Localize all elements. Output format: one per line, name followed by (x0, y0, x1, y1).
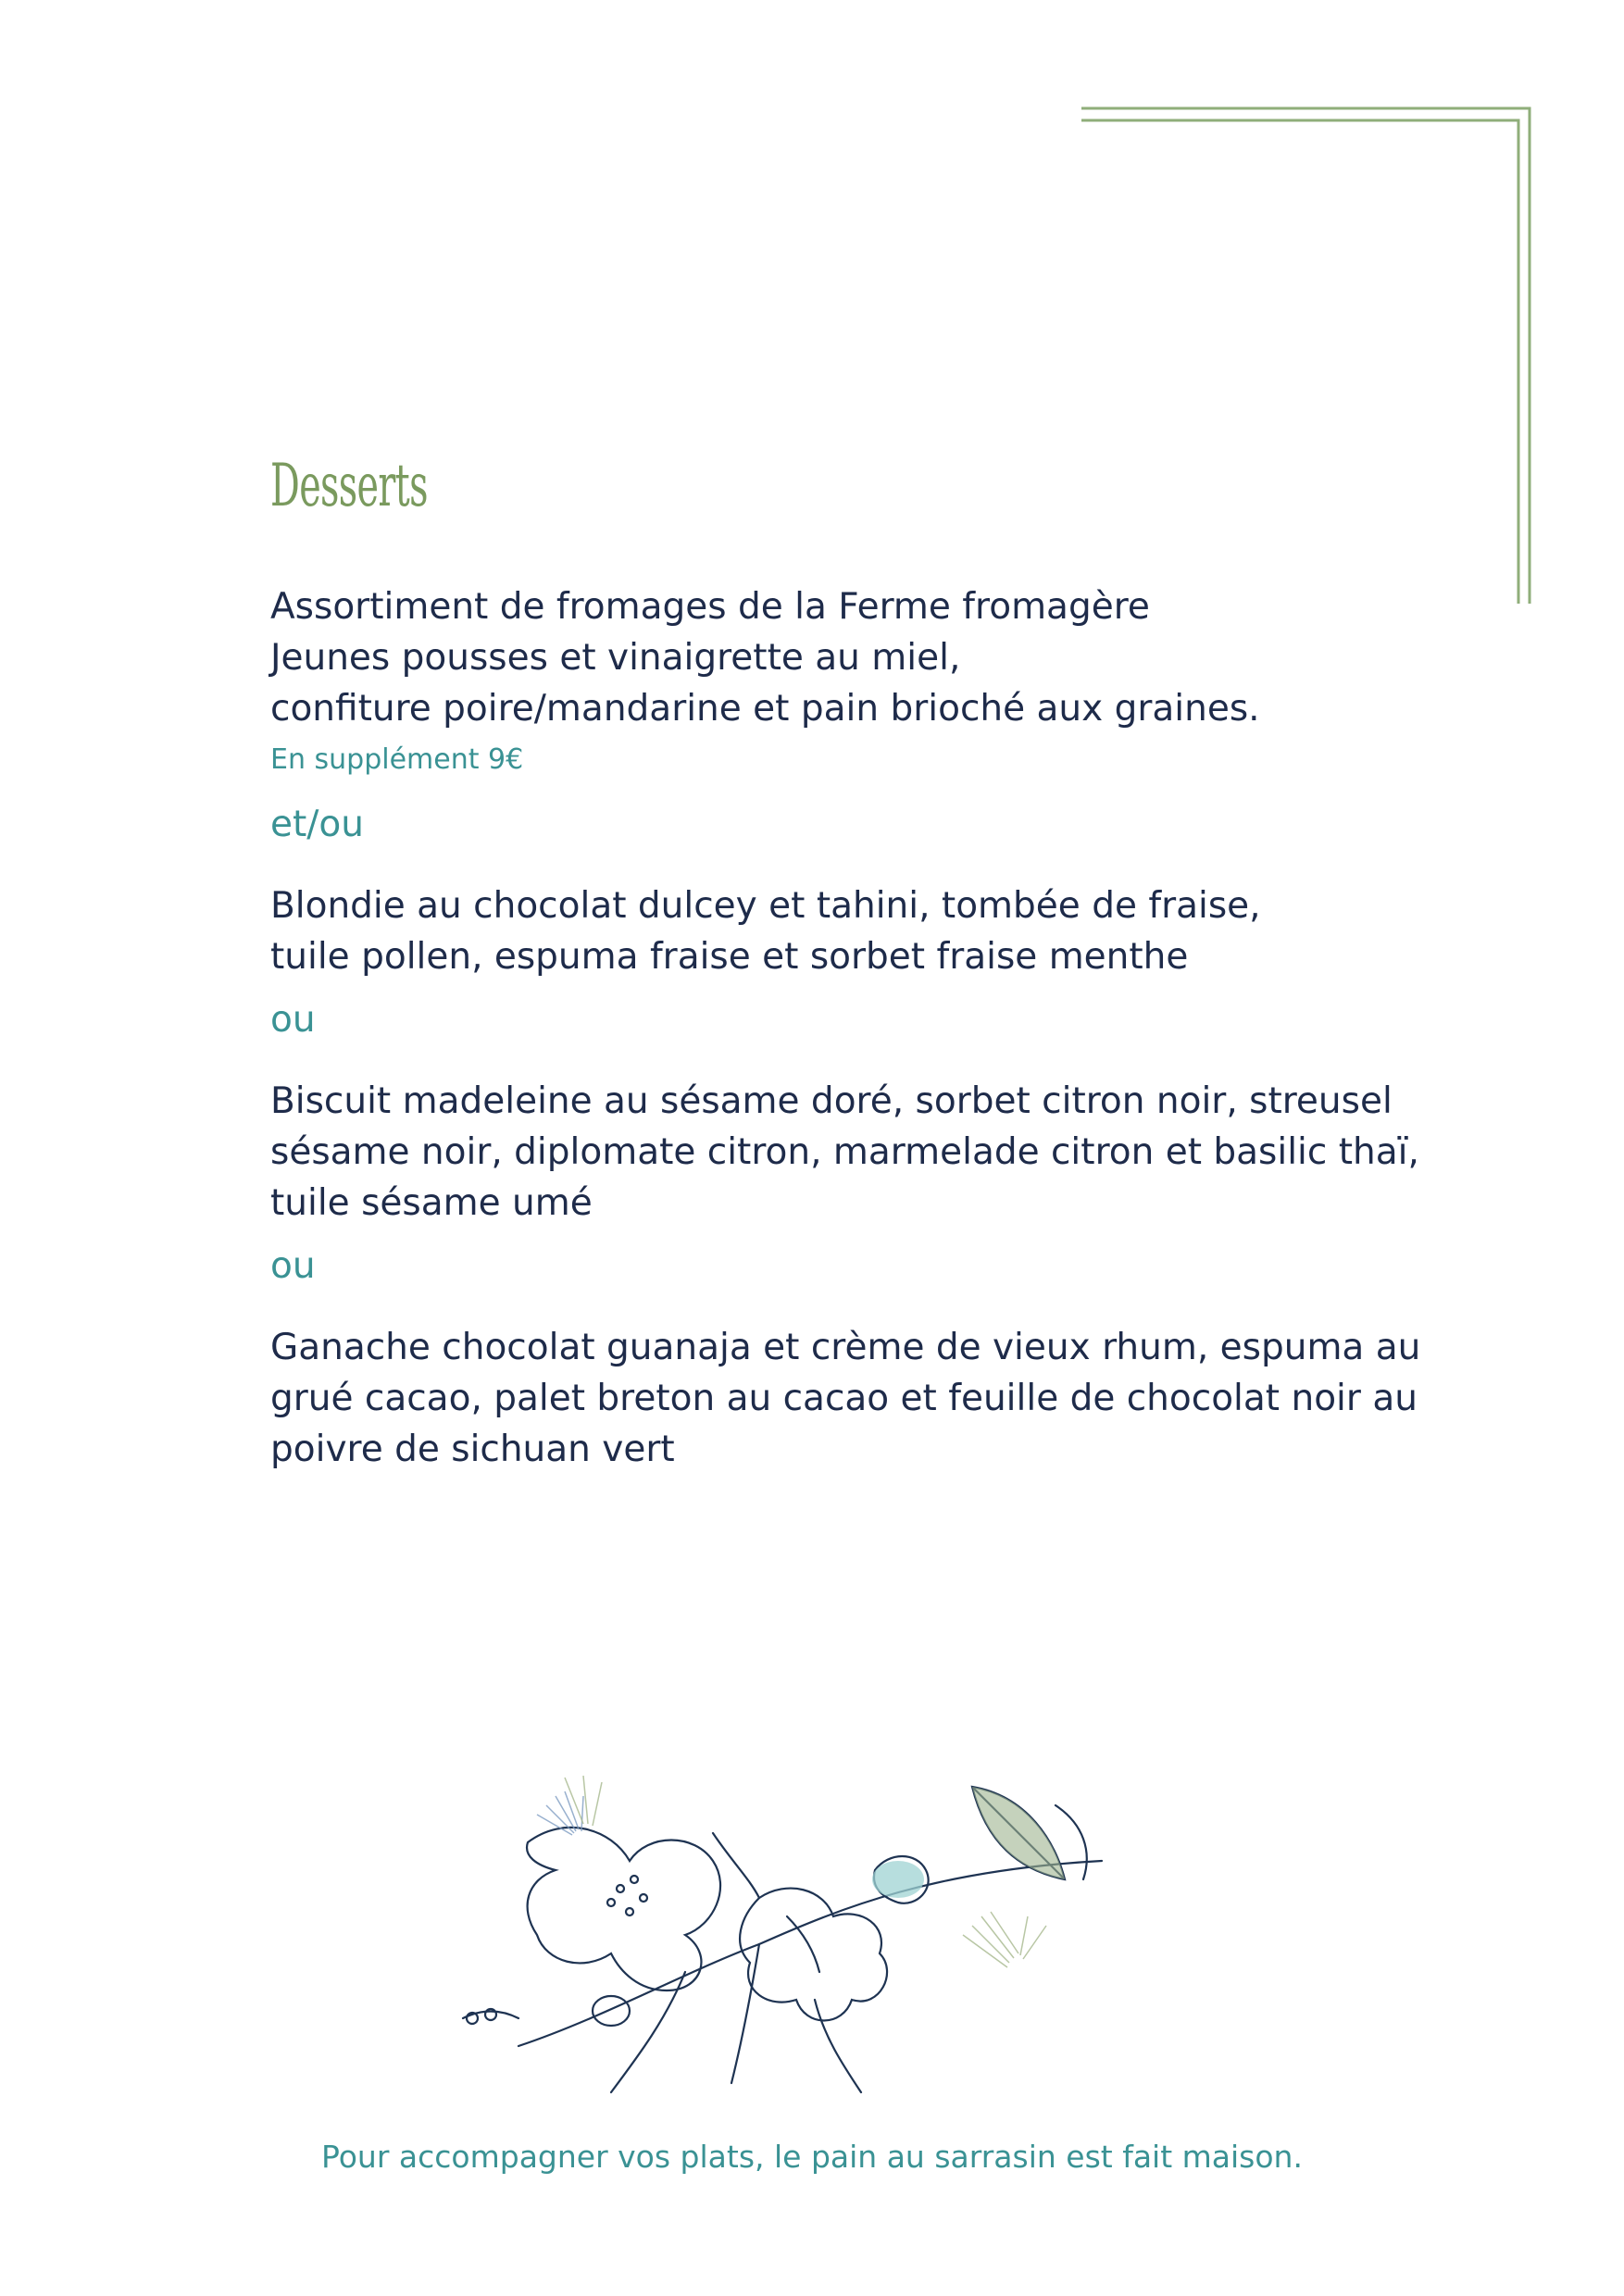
menu-item-line: Biscuit madeleine au sésame doré, sorbet citron noir, streusel (270, 1080, 1393, 1122)
menu-item-line: poivre de sichuan vert (270, 1429, 675, 1470)
footer-note: Pour accompagner vos plats, le pain au sarrasin est fait maison. (321, 2139, 1303, 2175)
menu-item-cheese (270, 581, 1474, 776)
menu-item-line: Blondie au chocolat dulcey et tahini, tombée de fraise, (270, 885, 1261, 927)
menu-item-line: confiture poire/mandarine et pain brioché aux graines. (270, 688, 1260, 730)
separator-ou: ou (270, 999, 316, 1041)
menu-item-biscuit (270, 1076, 1474, 1229)
corner-frame-ornament (0, 0, 1624, 648)
menu-item-line: Ganache chocolat guanaja et crème de vieux rhum, espuma au (270, 1327, 1421, 1368)
menu-item-ganache (270, 1322, 1474, 1475)
menu-item-line: grué cacao, palet breton au cacao et feuille de chocolat noir au (270, 1378, 1418, 1419)
menu-item-line: tuile pollen, espuma fraise et sorbet fraise menthe (270, 936, 1189, 978)
menu-item-line: tuile sésame umé (270, 1182, 593, 1224)
menu-item-line: Assortiment de fromages de la Ferme fromagère (270, 586, 1150, 628)
menu-item-line: sésame noir, diplomate citron, marmelade citron et basilic thaï, (270, 1131, 1419, 1173)
dessert-menu (270, 581, 1474, 1475)
separator-et-ou: et/ou (270, 804, 365, 845)
menu-item-blondie (270, 880, 1474, 982)
page-title: Desserts (270, 452, 428, 520)
floral-illustration (454, 1741, 1139, 2129)
separator-ou: ou (270, 1245, 316, 1287)
supplement-price: En supplément 9€ (270, 743, 524, 776)
menu-item-line: Jeunes pousses et vinaigrette au miel, (270, 637, 961, 679)
